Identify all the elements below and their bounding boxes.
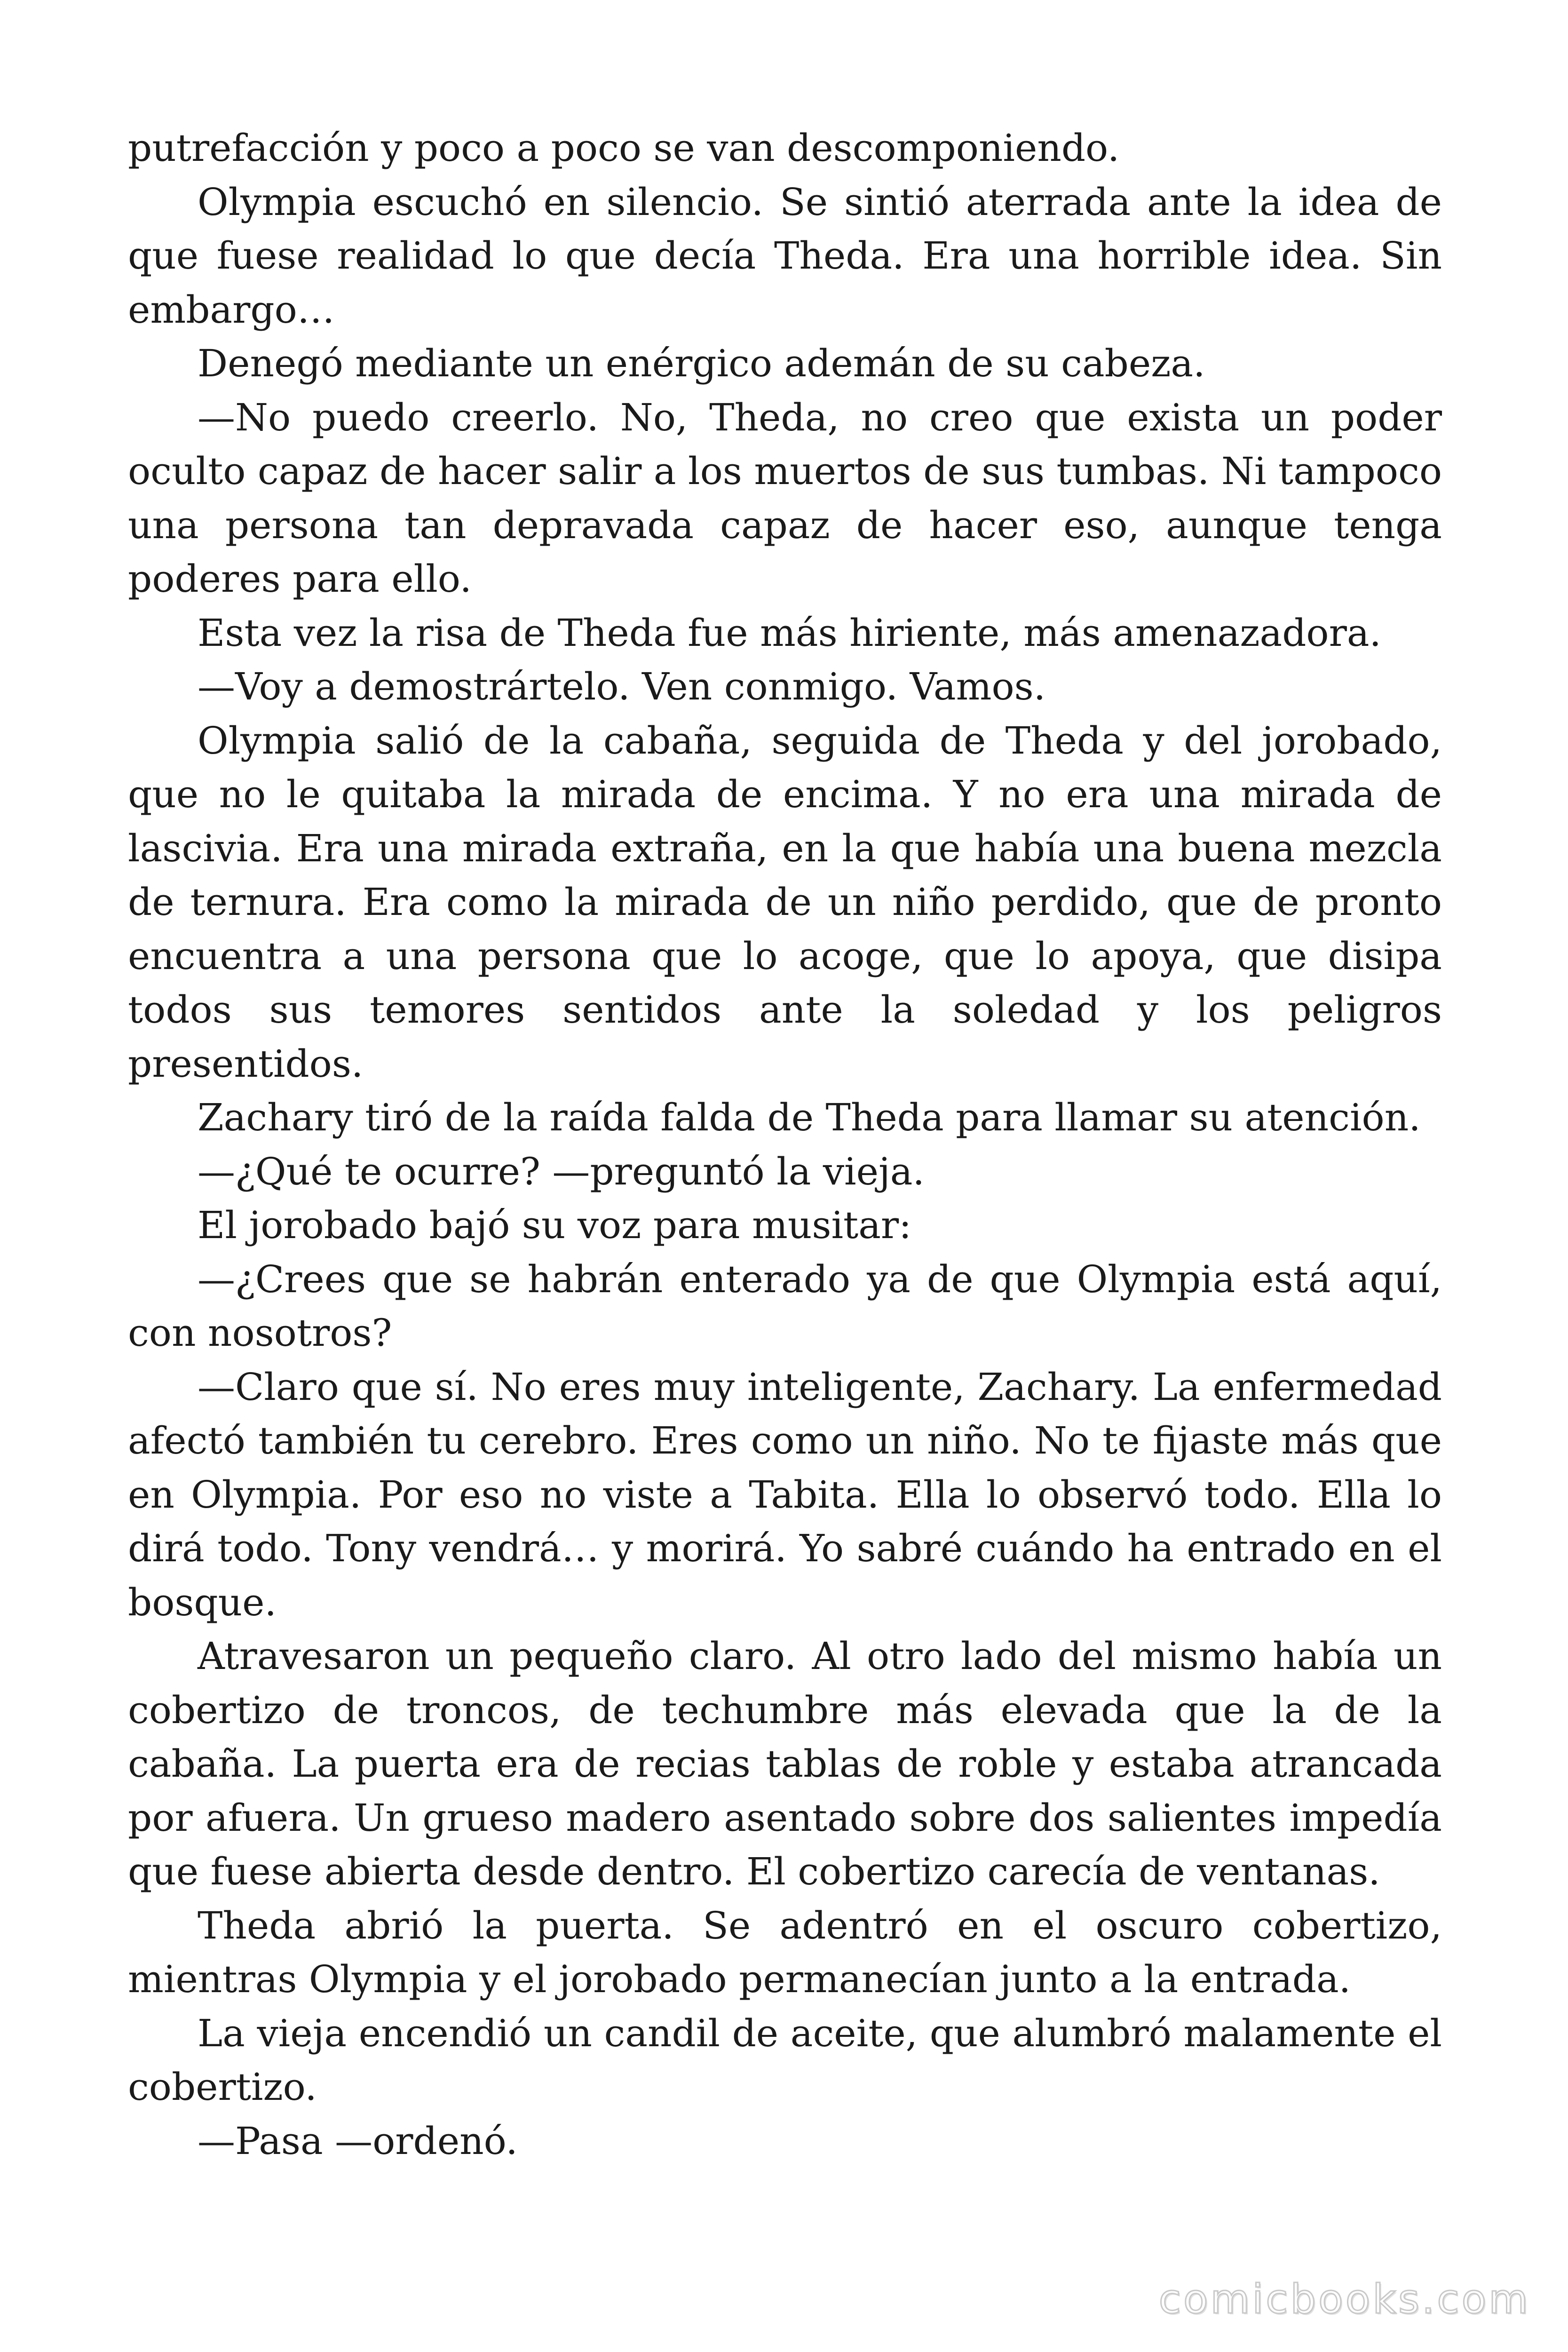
paragraph: Atravesaron un pequeño claro. Al otro lado del mismo había un cobertizo de troncos, de techumbre más elevada que la de la cabaña. La puerta era de recias tablas de roble y estaba atrancada por afuera. Un grueso madero asentado sobre dos salientes impedía que fuese abierta desde dentro. El cobertizo carecía de ventanas. [128,1634,1442,1893]
paragraph: Theda abrió la puerta. Se adentró en el oscuro cobertizo, mientras Olympia y el jorobado permanecían junto a la entrada. [128,1903,1442,2001]
paragraph: El jorobado bajó su voz para musitar: [198,1203,912,1247]
dialogue-paragraph: —¿Qué te ocurre? —preguntó la vieja. [198,1149,925,1193]
paragraph: Denegó mediante un enérgico ademán de su cabeza. [198,342,1205,385]
dialogue-paragraph: —Claro que sí. No eres muy inteligente, Zachary. La enfermedad afectó también tu cerebro. Eres como un niño. No te fijaste más que en Olympia. Por eso no viste a Tabita. Ella lo observó todo. Ella lo dirá todo. Tony vendrá… y morirá. Yo sabré cuándo ha entrado en el bosque. [128,1365,1442,1624]
dialogue-paragraph: —Voy a demostrártelo. Ven conmigo. Vamos. [198,665,1046,708]
paragraph: Zachary tiró de la raída falda de Theda para llamar su atención. [198,1096,1421,1139]
paragraph: La vieja encendió un candil de aceite, que alumbró malamente el cobertizo. [128,2011,1442,2109]
paragraph: Olympia salió de la cabaña, seguida de Theda y del jorobado, que no le quitaba la mirada de encima. Y no era una mirada de lascivia. Era una mirada extraña, en la que había una buena mezcla de ternura. Era como la mirada de un niño perdido, que de pronto encuentra a una persona que lo acoge, que lo apoya, que disipa todos sus temores sentidos ante la soledad y los peligros presentidos. [128,718,1442,1086]
watermark-logo: comicbooks.com [1158,2276,1530,2323]
dialogue-paragraph: —No puedo creerlo. No, Theda, no creo que exista un poder oculto capaz de hacer salir a los muertos de sus tumbas. Ni tampoco una persona tan depravada capaz de hacer eso, aunque tenga poderes para ello. [128,395,1442,601]
dialogue-paragraph: —¿Crees que se habrán enterado ya de que Olympia está aquí, con nosotros? [128,1257,1442,1355]
dialogue-paragraph: —Pasa —ordenó. [198,2119,518,2163]
page-body-text [128,121,1442,2168]
paragraph: Esta vez la risa de Theda fue más hiriente, más amenazadora. [198,611,1381,655]
paragraph: Olympia escuchó en silencio. Se sintió aterrada ante la idea de que fuese realidad lo que decía Theda. Era una horrible idea. Sin embargo… [128,180,1442,332]
paragraph-continuation: putrefacción y poco a poco se van descomponiendo. [128,126,1120,170]
